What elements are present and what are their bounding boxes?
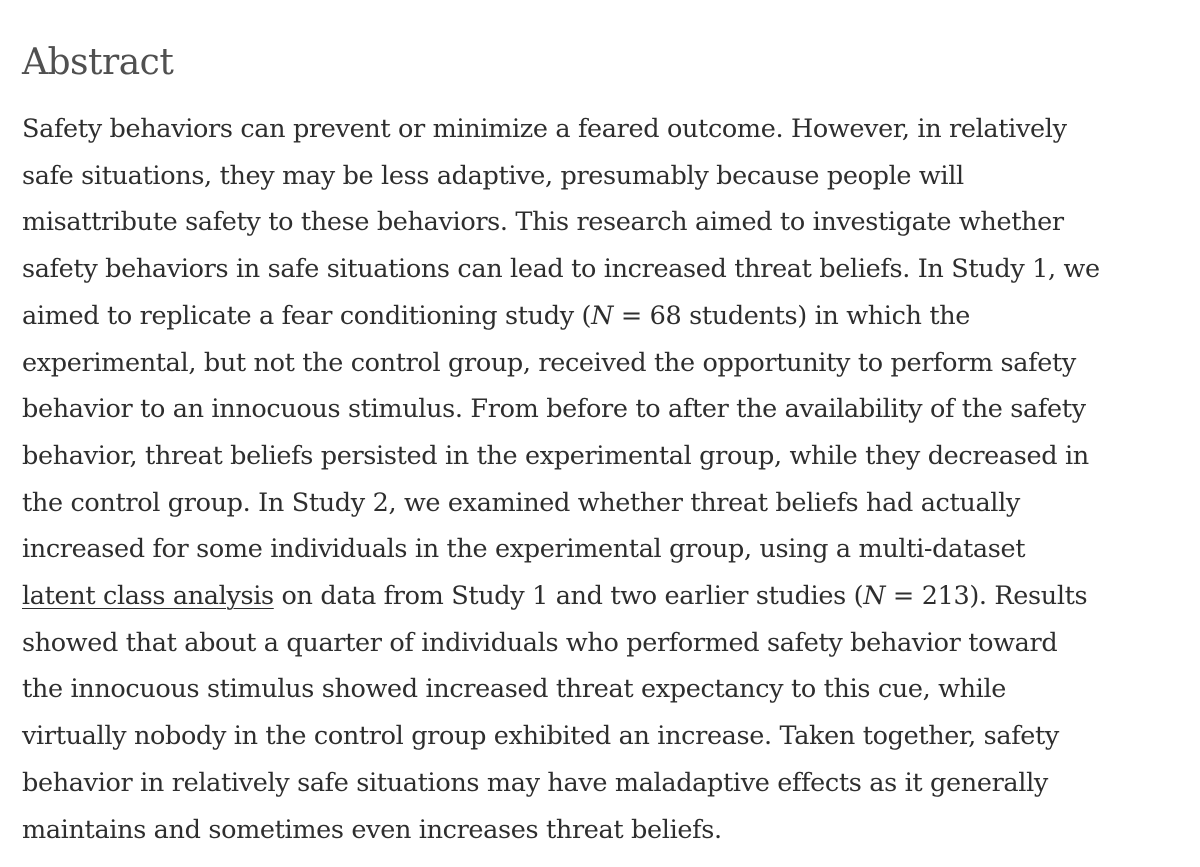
abstract-line: maintains and sometimes even increases threat beliefs.: [22, 814, 722, 845]
abstract-line: safe situations, they may be less adaptive, presumably because people will: [22, 160, 964, 191]
abstract-text-fragment: aimed to replicate a fear conditioning study (: [22, 300, 592, 331]
abstract-line: behavior to an innocuous stimulus. From before to after the availability of the safety: [22, 394, 1086, 425]
abstract-text-fragment: on data from Study 1 and two earlier studies (: [273, 581, 864, 612]
abstract-line: increased for some individuals in the experimental group, using a multi-dataset: [22, 534, 1026, 565]
abstract-line: safety behaviors in safe situations can lead to increased threat beliefs. In Study 1, we: [22, 254, 1100, 285]
abstract-line: experimental, but not the control group, received the opportunity to perform safety: [22, 347, 1076, 378]
abstract-line: behavior in relatively safe situations may have maladaptive effects as it generally: [22, 767, 1048, 798]
abstract-line: the control group. In Study 2, we examined whether threat beliefs had actually: [22, 487, 1020, 518]
abstract-line: behavior, threat beliefs persisted in the experimental group, while they decreased in: [22, 440, 1089, 471]
abstract-text-fragment: = 213). Results: [885, 581, 1088, 612]
sample-size-symbol: N: [863, 581, 886, 612]
abstract-heading: Abstract: [22, 42, 174, 83]
abstract-line: Safety behaviors can prevent or minimize a feared outcome. However, in relatively: [22, 114, 1067, 144]
latent-class-analysis-link[interactable]: latent class analysis: [22, 581, 274, 612]
abstract-line: the innocuous stimulus showed increased threat expectancy to this cue, while: [22, 674, 1007, 705]
abstract-body: [22, 106, 1192, 853]
abstract-line: misattribute safety to these behaviors. This research aimed to investigate whether: [22, 207, 1064, 238]
abstract-line: showed that about a quarter of individuals who performed safety behavior toward: [22, 627, 1058, 658]
abstract-section: [22, 38, 1192, 853]
abstract-line: virtually nobody in the control group exhibited an increase. Taken together, safety: [22, 721, 1059, 752]
sample-size-symbol: N: [591, 300, 614, 331]
abstract-line: [22, 573, 1192, 620]
abstract-line: [22, 293, 1192, 340]
abstract-text-fragment: = 68 students) in which the: [613, 300, 971, 331]
